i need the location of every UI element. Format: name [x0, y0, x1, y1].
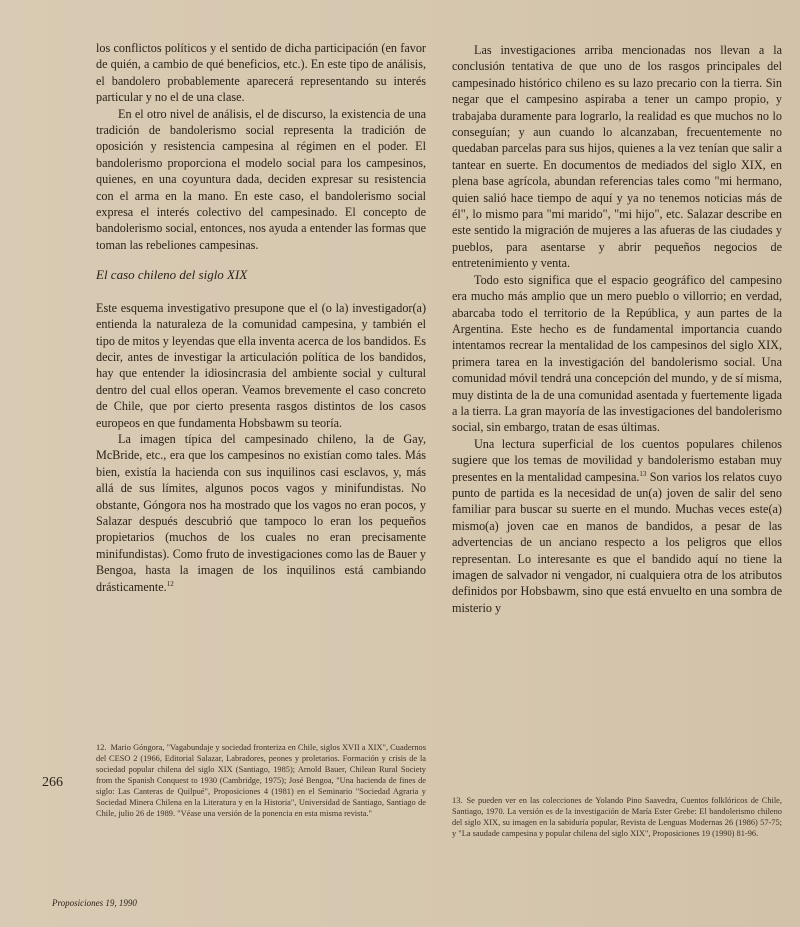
paragraph — [96, 431, 426, 595]
left-text-column — [96, 40, 426, 595]
paragraph: Este esquema investigativo presupone que el (o la) investigador(a) entienda la naturaleza de la comunidad campesina, y también el tipo de mitos y leyendas que ella inventa acerca de los bandidos. Es decir, antes de investigar la articulación política de los bandidos, hay que entender la idiosincrasia del ambiente social y cultural dentro del cual ellos operan. Veamos brevemente el caso concreto de Chile, que por cierto presenta rasgos distintos de los casos europeos en que fundamenta Hobsbawm su teoría. — [96, 300, 426, 430]
footnote-12 — [96, 742, 426, 819]
footnote-number: 12. — [96, 743, 107, 752]
paragraph: Todo esto significa que el espacio geográfico del campesino era mucho más amplio que un mero pueblo o villorrio; en verdad, abarcaba todo el territorio de la República, y aun partes de la Argentina. Este hecho es de fundamental importancia cuando intentamos recrear la mentalidad de los campesinos del siglo XIX, primera tarea en la investigación del bandolerismo social. Una comunidad móvil tendrá una concepción del mundo, y de sí misma, muy distinta de la de una comunidad asentada y fuertemente ligada a la tierra. La gran mayoría de las investigaciones del bandolerismo social, sin embargo, tratan de esas últimas. — [452, 272, 782, 435]
paragraph: los conflictos políticos y el sentido de dicha participación (en favor de quién, a cambio de qué beneficios, etc.). En este tipo de análisis, el bandolero probablemente aparecerá representando su interés particular y no el de una clase. — [96, 41, 426, 105]
paragraph-text: La imagen típica del campesinado chileno, la de Gay, McBride, etc., era que los campesinos no existían como tales. Más bien, existía la hacienda con sus inquilinos casi esclavos, y, más allá de sus límites, algunos pocos vagos y minifundistas. No obstante, Góngora nos ha mostrado que los vagos no eran pocos, y Salazar después descubrió que tampoco lo eran los pequeños propietarios (muchos de los cuales no eran precisamente minifundistas). Como fruto de investigaciones como las de Bauer y Bengoa, hasta la imagen de los inquilinos está cambiando drásticamente. — [96, 431, 426, 594]
paragraph: Las investigaciones arriba mencionadas nos llevan a la conclusión tentativa de que uno de los rasgos principales del campesinado histórico chileno es su lazo precario con la tierra. Sin negar que el campesino aspiraba a tener un campo propio, y trabajaba duramente para lograrlo, la realidad es que muchos no lo conseguían; y aun cuando lo alcanzaban, frecuentemente no quedaban parcelas para sus hijos, quienes a la vez tenían que salir a tantear en suerte. En documentos de mediados del siglo XIX, en plena base agrícola, abundan referencias tales como "mi hermano, quien salió hace tiempo de aquí y ya no tenemos noticias más de él", lo mismo para "mi marido", "mi hijo", etc. Salazar describe en este sentido la migración de mujeres a las afueras de las ciudades y pueblos, para asentarse y abrir pequeños negocios de entretenimiento y venta. — [452, 43, 782, 271]
footnote-ref: 12 — [166, 579, 174, 588]
journal-footer: Proposiciones 19, 1990 — [52, 898, 137, 908]
footnote-text: Mario Góngora, "Vagabundaje y sociedad fronteriza en Chile, siglos XVII a XIX", Cuadernos del CESO 2 (1966, Editorial Salazar, Labradores, peones y proletarios. Formación y crisis de la sociedad popular chilena del siglo XIX (Santiago, 1985); Arnold Bauer, Chilean Rural Society from the Spanish Conquest to 1930 (Cambridge, 1975); José Bengoa, "Una hacienda de fines de siglo: Las Canteras de Quilpué", Proposiciones 4 (1981) en el Seminario "Sociedad Agraria y Sociedad Minera Chilena en la Literatura y en la Historia", Universidad de Santiago, Santiago de Chile, julio 26 de 1989. "Véase una versión de la ponencia en esta misma revista." — [96, 743, 426, 818]
paragraph — [452, 436, 782, 616]
footnote-text: Se pueden ver en las colecciones de Yolando Pino Saavedra, Cuentos folklóricos de Chile, Santiago, 1970. La versión es de la investigación de María Ester Grebe: El bandolerismo chileno del siglo XIX, su imagen en la sabiduría popular, Revista de Lenguas Modernas 26 (1986) 57-75; y "La saudade campesina y popular chilena del siglo XIX", Proposiciones 19 (1990) 81-96. — [452, 796, 782, 838]
footnote-number: 13. — [452, 796, 463, 805]
right-text-column — [452, 42, 782, 616]
paragraph-text-continued: Son varios los relatos cuyo punto de partida es la necesidad de un(a) joven de salir del seno familiar para buscar su suerte en el mundo. Muchas veces este(a) mismo(a) joven cae en manos de bandidos, a pesar de las advertencias de un anciano respecto a los peligros que ellos representan. Lo interesante es que el bandido aquí no tiene la imagen de salvador ni vengador, ni cualquiera otra de los atributos definidos por Hobsbawm, sino que está envuelto en una sombra de misterio y — [452, 469, 782, 615]
section-heading: El caso chileno del siglo XIX — [96, 267, 248, 283]
paragraph-text: Una lectura superficial de los cuentos populares chilenos sugiere que los temas de movilidad y bandolerismo estaban muy presentes en la mentalidad campesina. — [452, 436, 782, 484]
footnote-ref: 13 — [639, 469, 647, 478]
page-number: 266 — [42, 775, 63, 790]
footnote-13 — [452, 795, 782, 839]
paragraph: En el otro nivel de análisis, el de discurso, la existencia de una tradición de bandolerismo social representa la tradición de oposición y resistencia campesina al régimen en el poder. El bandolerismo proporciona el modelo social para los campesinos, quienes, en una coyuntura dada, deciden expresar su resistencia con el arma en la mano. En este caso, el bandolerismo social expresa el interés colectivo del campesinado. El concepto de bandolerismo social, entonces, nos ayuda a entender las formas que toman las rebeliones campesinas. — [96, 106, 426, 252]
